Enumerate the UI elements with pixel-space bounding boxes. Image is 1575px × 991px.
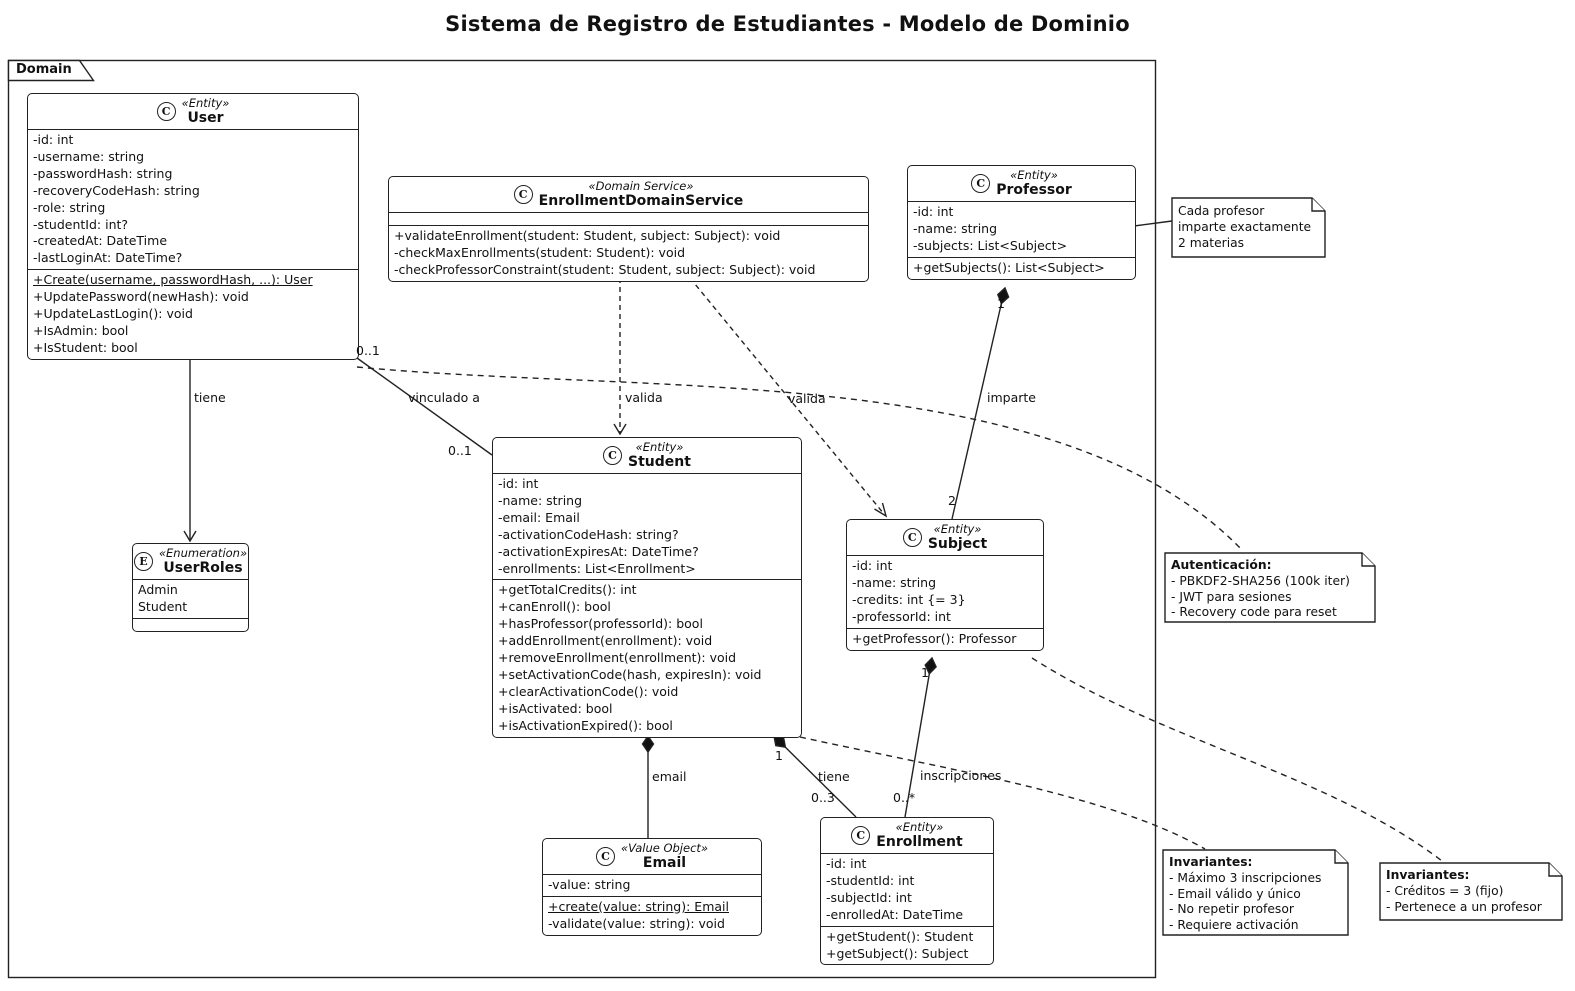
diagram-title: Sistema de Registro de Estudiantes - Modelo de Dominio bbox=[445, 12, 1130, 36]
class-subject-header bbox=[847, 520, 1043, 555]
class-icon: C bbox=[603, 446, 622, 465]
class-professor-attributes bbox=[908, 201, 1135, 257]
enum-userroles bbox=[132, 543, 249, 632]
class-name: Email bbox=[642, 855, 687, 871]
member-line: - Créditos = 3 (fijo) bbox=[1386, 883, 1504, 898]
member-line: -email: Email bbox=[498, 509, 580, 525]
member-line: +Create(username, passwordHash, ...): User bbox=[33, 272, 313, 288]
edge-label-valida-subject: valida bbox=[788, 391, 826, 406]
class-icon: C bbox=[903, 528, 922, 547]
member-line: - No repetir profesor bbox=[1169, 902, 1294, 917]
class-eds-attributes bbox=[389, 212, 868, 225]
member-line: +getProfessor(): Professor bbox=[852, 630, 1017, 646]
enum-userroles-values bbox=[133, 579, 248, 618]
class-email-header bbox=[543, 839, 761, 874]
member-line: -professorId: int bbox=[852, 608, 951, 624]
member-line: -enrollments: List<Enrollment> bbox=[498, 560, 696, 576]
member-line: -username: string bbox=[33, 148, 145, 164]
edge-label-tiene-enrollment: tiene bbox=[818, 769, 850, 784]
multiplicity-subject-inscripciones-end: 1 bbox=[921, 665, 929, 680]
member-line: -recoveryCodeHash: string bbox=[33, 182, 200, 198]
class-name: Enrollment bbox=[876, 834, 963, 850]
member-line: +UpdateLastLogin(): void bbox=[33, 306, 193, 322]
class-enrollmentdomainservice bbox=[388, 176, 869, 282]
edge-label-tiene-user: tiene bbox=[194, 390, 226, 405]
class-subject-methods bbox=[847, 628, 1043, 650]
enum-stereotype: «Enumeration» bbox=[158, 546, 248, 560]
member-line: +addEnrollment(enrollment): void bbox=[498, 633, 713, 649]
class-user-header bbox=[28, 94, 358, 129]
class-stereotype: «Entity» bbox=[1010, 168, 1058, 182]
member-line: +removeEnrollment(enrollment): void bbox=[498, 650, 737, 666]
multiplicity-subject-imparte-end: 2 bbox=[948, 493, 956, 508]
member-line: -enrolledAt: DateTime bbox=[826, 906, 964, 922]
member-line: -validate(value: string): void bbox=[548, 915, 725, 931]
note-invariants-subject bbox=[1386, 868, 1562, 915]
class-professor-methods bbox=[908, 257, 1135, 279]
class-icon: C bbox=[851, 826, 870, 845]
member-line: -credits: int {= 3} bbox=[852, 591, 966, 607]
member-line: +getTotalCredits(): int bbox=[498, 582, 637, 598]
class-name: Professor bbox=[996, 182, 1072, 198]
class-email-methods bbox=[543, 896, 761, 935]
class-student-attributes bbox=[493, 473, 801, 579]
member-line: +canEnroll(): bool bbox=[498, 599, 611, 615]
member-line: +getSubjects(): List<Subject> bbox=[913, 259, 1105, 275]
class-name: User bbox=[187, 110, 224, 126]
class-enrollment-attributes bbox=[821, 853, 993, 926]
member-line: - Pertenece a un profesor bbox=[1386, 899, 1542, 914]
class-stereotype: «Entity» bbox=[895, 820, 944, 834]
member-line: -value: string bbox=[548, 877, 631, 892]
member-line: -subjects: List<Subject> bbox=[913, 237, 1068, 253]
member-line: Autenticación: bbox=[1171, 558, 1272, 572]
frame-label: Domain bbox=[16, 62, 72, 77]
member-line: +IsStudent: bool bbox=[33, 339, 138, 355]
member-line: Admin bbox=[138, 582, 178, 597]
enum-userroles-empty bbox=[133, 618, 248, 631]
class-stereotype: «Entity» bbox=[181, 96, 230, 110]
member-line: -lastLoginAt: DateTime? bbox=[33, 250, 183, 266]
member-line: -passwordHash: string bbox=[33, 165, 173, 181]
class-user-attributes bbox=[28, 129, 358, 269]
class-name: Student bbox=[628, 454, 691, 470]
class-icon: C bbox=[157, 102, 176, 121]
member-line: Student bbox=[138, 598, 188, 614]
member-line: -name: string bbox=[913, 220, 998, 236]
class-user-methods bbox=[28, 269, 358, 359]
member-line: -id: int bbox=[33, 132, 74, 147]
member-line: +getStudent(): Student bbox=[826, 928, 974, 944]
class-icon: C bbox=[596, 847, 615, 866]
member-line: +create(value: string): Email bbox=[548, 898, 729, 914]
class-enrollment-header bbox=[821, 818, 993, 853]
member-line: +UpdatePassword(newHash): void bbox=[33, 289, 249, 305]
member-line: -id: int bbox=[498, 476, 539, 491]
class-professor bbox=[907, 165, 1136, 280]
enum-name: UserRoles bbox=[163, 560, 243, 576]
member-line: -checkMaxEnrollments(student: Student): void bbox=[394, 244, 685, 260]
class-eds-methods bbox=[389, 225, 868, 281]
member-line: +validateEnrollment(student: Student, subject: Subject): void bbox=[394, 228, 781, 243]
class-stereotype: «Value Object» bbox=[620, 841, 709, 855]
class-email bbox=[542, 838, 762, 936]
enum-icon: E bbox=[134, 552, 153, 571]
member-line: -subjectId: int bbox=[826, 889, 912, 905]
note-auth bbox=[1171, 558, 1371, 621]
member-line: - Recovery code para reset bbox=[1171, 605, 1337, 620]
member-line: -studentId: int bbox=[826, 872, 915, 888]
class-name: EnrollmentDomainService bbox=[538, 193, 744, 209]
class-student bbox=[492, 437, 802, 738]
multiplicity-professor-end: 1 bbox=[997, 296, 1005, 311]
member-line: - PBKDF2-SHA256 (100k iter) bbox=[1171, 573, 1350, 588]
member-line: +isActivationExpired(): bool bbox=[498, 717, 673, 733]
class-stereotype: «Entity» bbox=[933, 522, 982, 536]
member-line: -checkProfessorConstraint(student: Student, subject: Subject): void bbox=[394, 261, 816, 277]
edge-label-imparte: imparte bbox=[987, 390, 1036, 405]
class-enrollment bbox=[820, 817, 994, 965]
class-student-header bbox=[493, 438, 801, 473]
enum-userroles-header bbox=[133, 544, 248, 579]
member-line: - Máximo 3 inscripciones bbox=[1169, 870, 1322, 885]
class-student-methods bbox=[493, 579, 801, 736]
member-line: +clearActivationCode(): void bbox=[498, 683, 679, 699]
class-stereotype: «Entity» bbox=[635, 440, 684, 454]
edge-label-inscripciones: inscripciones bbox=[920, 768, 1002, 783]
class-eds-header bbox=[389, 177, 868, 212]
member-line: Cada profesor bbox=[1178, 204, 1265, 218]
multiplicity-user-end: 0..1 bbox=[356, 343, 380, 358]
class-name: Subject bbox=[927, 536, 988, 552]
member-line: -role: string bbox=[33, 199, 106, 215]
member-line: +setActivationCode(hash, expiresIn): void bbox=[498, 666, 762, 682]
member-line: -name: string bbox=[498, 492, 583, 508]
multiplicity-student-end: 0..1 bbox=[448, 443, 472, 458]
class-enrollment-methods bbox=[821, 926, 993, 965]
member-line: -activationExpiresAt: DateTime? bbox=[498, 543, 699, 559]
class-user bbox=[27, 93, 359, 360]
member-line: -studentId: int? bbox=[33, 216, 129, 232]
member-line: -id: int bbox=[852, 558, 893, 573]
class-icon: C bbox=[514, 185, 533, 204]
edge-label-vinculado-a: vinculado a bbox=[408, 390, 480, 405]
member-line: - JWT para sesiones bbox=[1171, 589, 1292, 604]
member-line: -createdAt: DateTime bbox=[33, 233, 168, 249]
member-line: 2 materias bbox=[1178, 235, 1245, 250]
multiplicity-enrollment-inscripciones-end: 0..* bbox=[893, 790, 916, 805]
multiplicity-enrollment-tiene-end: 0..3 bbox=[811, 790, 835, 805]
class-stereotype: «Domain Service» bbox=[588, 179, 694, 193]
member-line: +isActivated: bool bbox=[498, 700, 613, 716]
class-professor-header bbox=[908, 166, 1135, 201]
member-line: +getSubject(): Subject bbox=[826, 945, 969, 961]
note-invariants-student bbox=[1169, 855, 1347, 934]
member-line: -id: int bbox=[826, 856, 867, 871]
member-line: -id: int bbox=[913, 204, 954, 219]
member-line: - Email válido y único bbox=[1169, 886, 1301, 901]
member-line: Invariantes: bbox=[1169, 855, 1253, 869]
member-line: imparte exactamente bbox=[1178, 219, 1312, 234]
note-professor bbox=[1178, 204, 1323, 251]
member-line: -activationCodeHash: string? bbox=[498, 526, 679, 542]
member-line: +IsAdmin: bool bbox=[33, 322, 129, 338]
class-icon: C bbox=[971, 174, 990, 193]
class-email-attributes bbox=[543, 874, 761, 896]
member-line: - Requiere activación bbox=[1169, 918, 1299, 933]
edge-label-valida-student: valida bbox=[625, 390, 663, 405]
member-line: -name: string bbox=[852, 574, 937, 590]
class-subject bbox=[846, 519, 1044, 651]
multiplicity-student-tiene-end: 1 bbox=[775, 748, 783, 763]
member-line: Invariantes: bbox=[1386, 868, 1470, 882]
member-line: +hasProfessor(professorId): bool bbox=[498, 616, 703, 632]
edge-label-email: email bbox=[652, 769, 687, 784]
class-subject-attributes bbox=[847, 555, 1043, 628]
